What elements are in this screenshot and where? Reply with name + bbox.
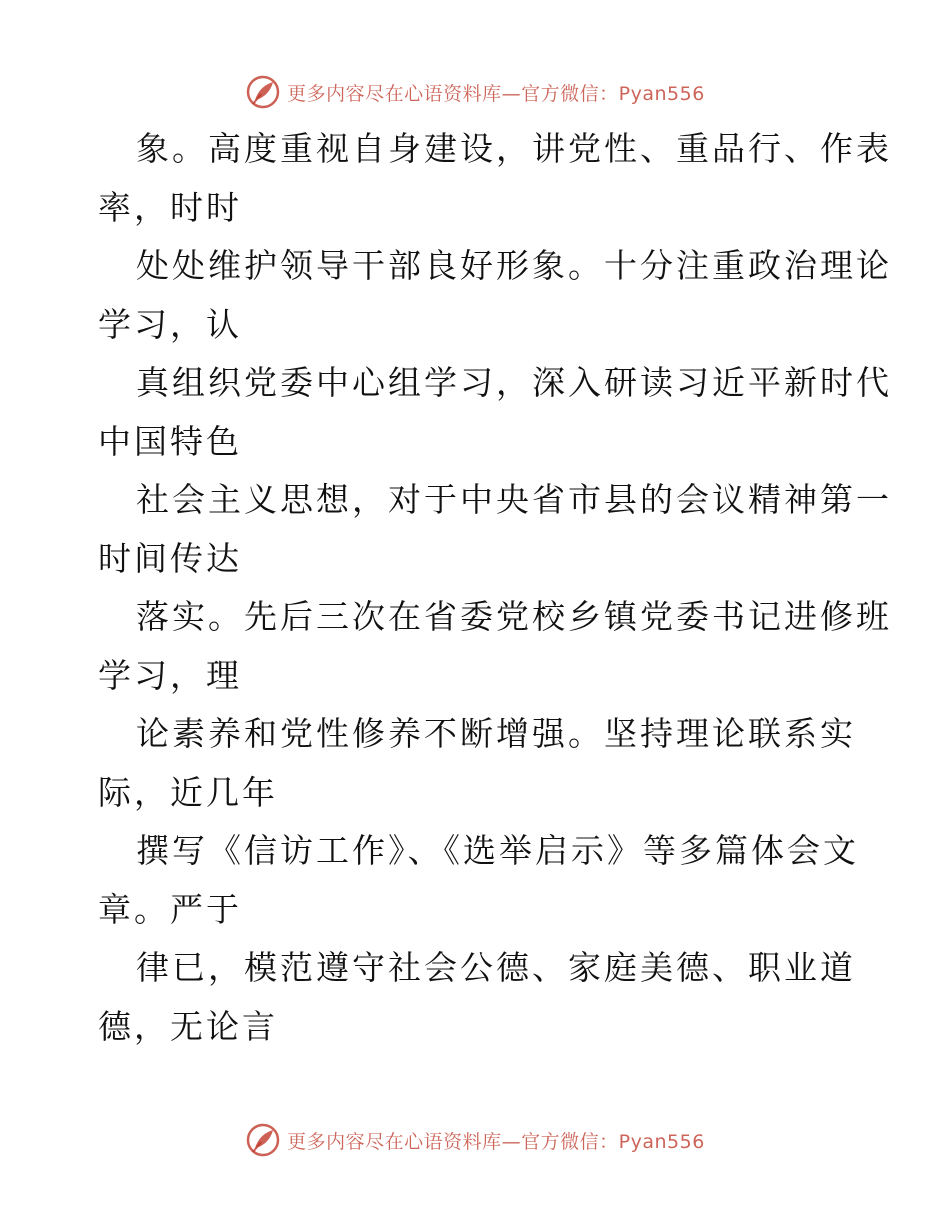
text-line: 际，近几年	[98, 772, 278, 812]
text-line: 学习，理	[98, 655, 242, 695]
text-line: 撰写《信访工作》、《选举启示》等多篇体会文	[136, 831, 859, 870]
text-line: 社会主义思想，对于中央省市县的会议精神第一	[136, 480, 892, 519]
text-line: 论素养和党性修养不断增强。坚持理论联系实	[136, 714, 856, 753]
text-line: 时间传达	[98, 538, 242, 578]
footer-banner	[0, 1120, 950, 1160]
text-line: 率，时时	[98, 187, 242, 227]
document-body	[98, 120, 892, 1056]
leaf-pen-logo-icon	[245, 74, 281, 110]
header-banner	[0, 72, 950, 112]
text-line: 章。严于	[98, 889, 242, 929]
text-line: 真组织党委中心组学习，深入研读习近平新时代	[136, 363, 892, 402]
leaf-pen-logo-icon	[245, 1122, 281, 1158]
text-line: 学习，认	[98, 304, 242, 344]
text-line: 象。高度重视自身建设，讲党性、重品行、作表	[136, 129, 892, 168]
text-line: 落实。先后三次在省委党校乡镇党委书记进修班	[136, 597, 892, 636]
text-line: 律已，模范遵守社会公德、家庭美德、职业道	[136, 948, 856, 987]
footer-banner-text: 更多内容尽在心语资料库—官方微信：Pyan556	[287, 1130, 705, 1153]
text-line: 中国特色	[98, 421, 242, 461]
text-line: 处处维护领导干部良好形象。十分注重政治理论	[136, 246, 892, 285]
text-line: 德，无论言	[98, 1006, 278, 1046]
header-banner-text: 更多内容尽在心语资料库—官方微信：Pyan556	[287, 82, 705, 105]
